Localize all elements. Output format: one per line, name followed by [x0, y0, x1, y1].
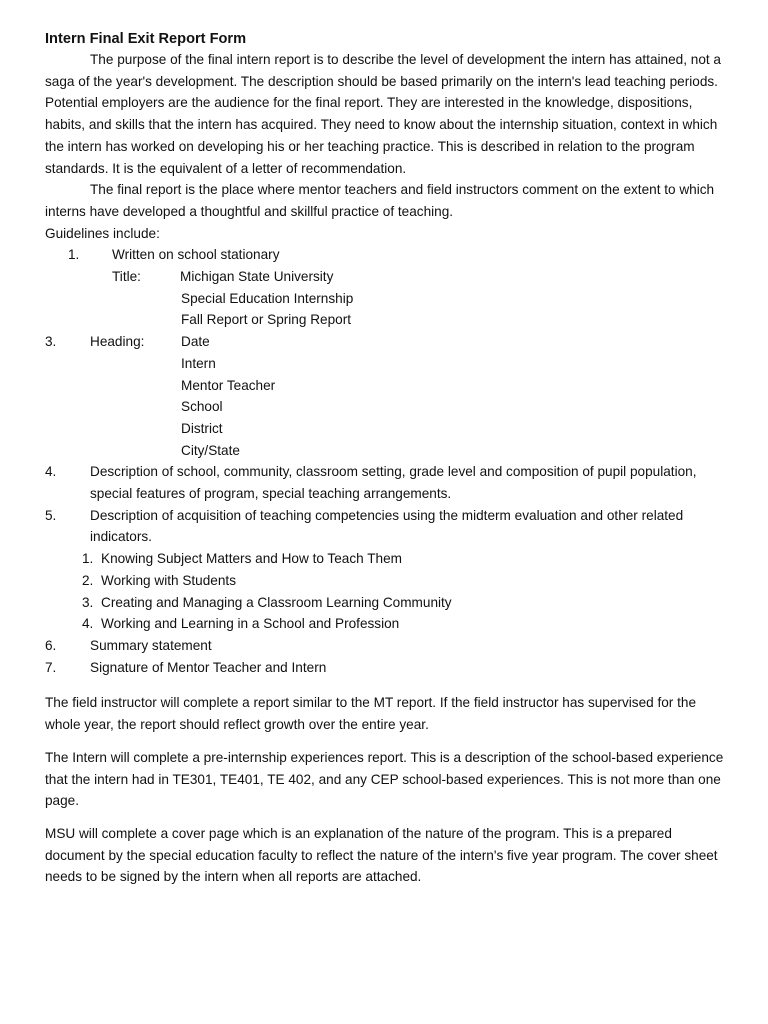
item-text: Signature of Mentor Teacher and Intern: [90, 659, 327, 675]
item-number: 7.: [45, 659, 57, 675]
item-number: 3.: [45, 334, 57, 350]
heading-line-6: City/State: [181, 442, 240, 458]
title-line-1: Michigan State University: [180, 269, 334, 285]
sub-text: Knowing Subject Matters and How to Teach Them: [101, 551, 402, 567]
item-text: Description of school, community, classroom setting, grade level and composition of pupil population, special features of program, special teaching arrangements.: [90, 464, 697, 502]
title-line-3: Fall Report or Spring Report: [181, 312, 351, 328]
heading-line-3: Mentor Teacher: [181, 377, 276, 393]
field-instructor-paragraph: The field instructor will complete a report similar to the MT report. If the field instructor has supervised for the whole year, the report should reflect growth over the entire year.: [45, 695, 697, 733]
competency-item-4: [45, 613, 735, 635]
title-row: [45, 266, 735, 288]
competency-item-1: [45, 548, 735, 570]
intro-paragraph: The purpose of the final intern report is to describe the level of development the intern has attained, not a saga of the year's development. The description should be based primarily on the intern's lead teaching periods. Potential employers are the audience for the final report. They are interested in the knowledge, dispositions, habits, and skills that the intern has acquired. They need to know about the internship situation, context in which the intern has worked on developing his or her teaching practice. This is described in relation to the program standards. It is the equivalent of a letter of recommendation.: [45, 52, 721, 176]
competency-item-2: [45, 570, 735, 592]
document-body: [45, 29, 735, 888]
document-title: Intern Final Exit Report Form: [45, 31, 247, 47]
title-line-2: Special Education Internship: [181, 290, 354, 306]
item-text: Description of acquisition of teaching competencies using the midterm evaluation and other related indicators.: [90, 507, 684, 545]
sub-text: Working and Learning in a School and Profession: [101, 616, 400, 632]
item-text: Summary statement: [90, 637, 212, 653]
item-text: Written on school stationary: [112, 247, 280, 263]
competency-item-3: [45, 592, 735, 614]
sub-number: 3.: [82, 594, 94, 610]
item-number: 5.: [45, 507, 57, 523]
guideline-item-6: [45, 635, 735, 657]
sub-text: Creating and Managing a Classroom Learning Community: [101, 594, 452, 610]
sub-text: Working with Students: [101, 572, 236, 588]
guideline-item-5: [45, 505, 735, 548]
guideline-item-4: [45, 461, 735, 504]
heading-line-1: Date: [181, 334, 210, 350]
msu-cover-paragraph: MSU will complete a cover page which is an explanation of the nature of the program. This is a prepared document by the special education faculty to reflect the nature of the intern's five year program. The cover sheet needs to be signed by the intern when all reports are attached.: [45, 825, 718, 885]
guideline-item-3: [45, 331, 735, 353]
guideline-item-7: [45, 657, 735, 679]
sub-number: 4.: [82, 616, 94, 632]
heading-label: Heading:: [90, 334, 145, 350]
intern-report-paragraph: The Intern will complete a pre-internship experiences report. This is a description of the school-based experience that the intern had in TE301, TE401, TE 402, and any CEP school-based experiences. This is not more than one page.: [45, 749, 724, 809]
item-number: 6.: [45, 637, 57, 653]
title-label: Title:: [112, 269, 141, 285]
sub-number: 2.: [82, 572, 94, 588]
heading-line-4: School: [181, 399, 223, 415]
intro-paragraph-2: The final report is the place where mentor teachers and field instructors comment on the extent to which interns have developed a thoughtful and skillful practice of teaching.: [45, 182, 715, 219]
guidelines-label: Guidelines include:: [45, 225, 160, 241]
item-number: 1.: [68, 247, 80, 263]
sub-number: 1.: [82, 551, 94, 567]
item-number: 4.: [45, 464, 57, 480]
guideline-item-1: [45, 244, 735, 266]
heading-line-5: District: [181, 420, 223, 436]
heading-line-2: Intern: [181, 355, 216, 371]
